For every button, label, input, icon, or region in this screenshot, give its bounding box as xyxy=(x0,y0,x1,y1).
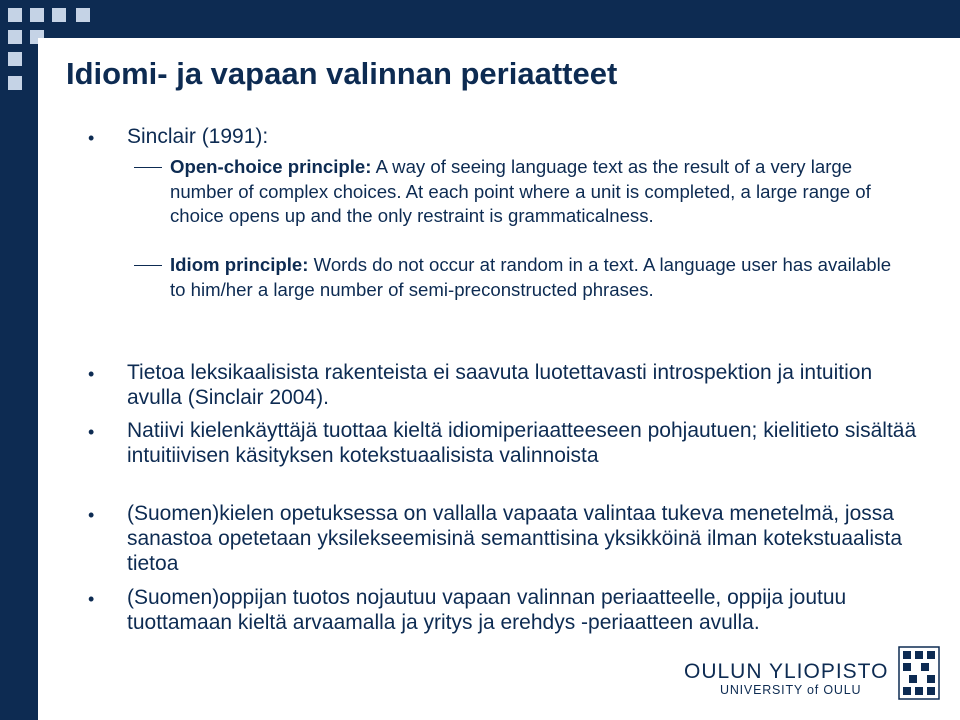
definition-open-choice: A way of seeing language text as the result of a very large number of complex choices. At each point where a unit is completed, a large range of choice opens up and the only restraint is grammaticalness. xyxy=(170,156,871,226)
bullet-suomen-oppijan: (Suomen)oppijan tuotos nojautuu vapaan valinnan periaatteelle, oppija joutuu tuottamaan kieltä arvaamalla ja yritys ja erehdys -periaatteen avulla. xyxy=(127,586,847,634)
bullet-natiivi: Natiivi kielenkäyttäjä tuottaa kieltä idiomiperiaatteeseen pohjautuen; kielitieto sisältää intuitiivisen käsityksen kotekstuaalisista valinnoista xyxy=(127,419,917,467)
sub-item-open-choice xyxy=(170,155,910,229)
bullet-tietoa: Tietoa leksikaalisista rakenteista ei saavuta luotettavasti introspektion ja intuition avulla (Sinclair 2004). xyxy=(127,361,873,409)
dash-marker xyxy=(134,167,162,168)
university-logo-subtitle: UNIVERSITY of OULU xyxy=(720,683,862,697)
university-logo-icon xyxy=(898,646,940,700)
bullet-suomen-kielen: (Suomen)kielen opetuksessa on vallalla vapaata valintaa tukeva menetelmä, jossa sanastoa opetetaan yksilekseemisinä semanttisina yksikköinä ilman kotekstuaalista tietoa xyxy=(127,502,903,575)
dash-marker xyxy=(134,265,162,266)
bullet-marker: • xyxy=(88,505,95,525)
bullet-marker: • xyxy=(88,422,95,442)
bullet-marker: • xyxy=(88,128,95,148)
bullet-marker: • xyxy=(88,364,95,384)
slide-title: Idiomi- ja vapaan valinnan periaatteet xyxy=(66,56,618,91)
term-idiom: Idiom principle: xyxy=(170,254,309,275)
bullet-sinclair-1991: Sinclair (1991): xyxy=(127,125,269,148)
sub-item-idiom xyxy=(170,253,910,302)
bullet-marker: • xyxy=(88,589,95,609)
university-logo-name: OULUN YLIOPISTO xyxy=(684,660,889,683)
definition-idiom: Words do not occur at random in a text. A language user has available to him/her a large number of semi-preconstructed phrases. xyxy=(170,254,892,300)
term-open-choice: Open-choice principle: xyxy=(170,156,372,177)
